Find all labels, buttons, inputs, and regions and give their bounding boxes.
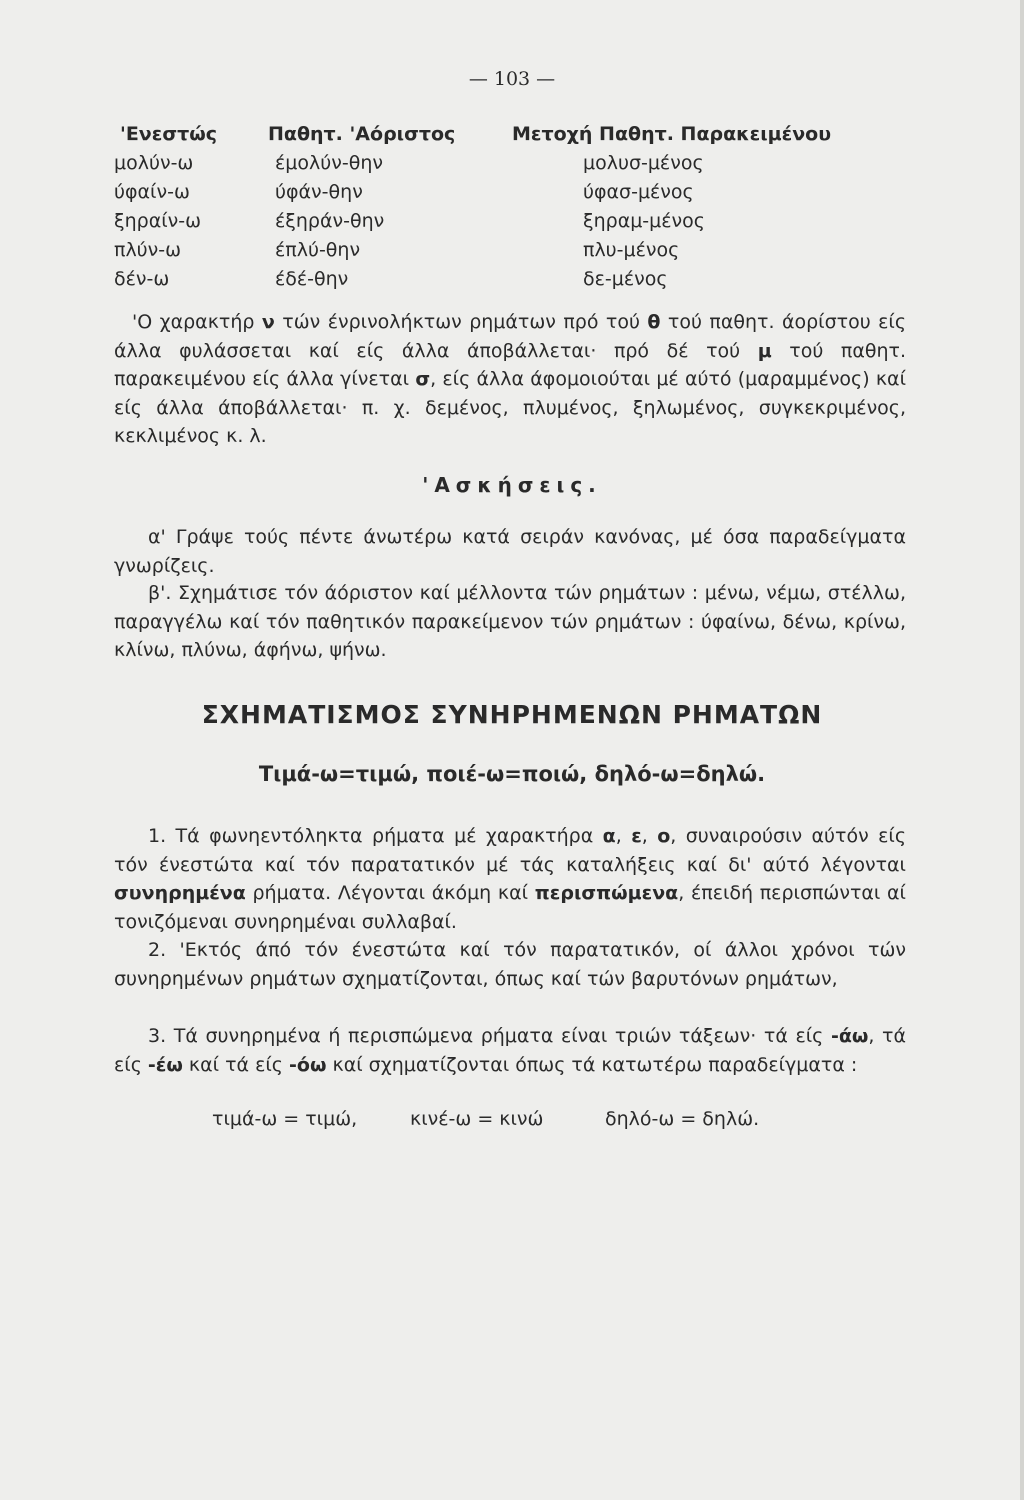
letter-omicron: ο [657,825,671,847]
table-cell: ξηραίν-ω [114,210,202,232]
paragraph-2: 2. 'Εκτός άπό τόν ένεστώτα καί τόν παρατατικόν, οί άλλοι χρόνοι τών συνηρημένων ρημάτων σχηματίζονται, όπως καί τών βαρυτόνων ρημάτων, [114,939,906,990]
paragraph-3 [114,1022,906,1079]
note-text: τού παθητ. παρακειμένου είς άλλα γίνεται [114,339,906,390]
note-text: τών ένρινολήκτων ρημάτων πρό τού [274,311,648,333]
exercises-heading: 'Ασκήσεις. [422,473,602,497]
table-cell: έμολύν-θην [275,152,383,174]
table-cell: έδέ-θην [275,268,349,290]
note-letter-theta: θ [647,311,661,333]
letter-alpha: α [602,825,616,847]
formula-dilo: δηλό-ω = δηλώ. [605,1108,760,1130]
note-text: τού παθητ. άορίστου είς άλλα φυλάσσεται καί είς άλλα άποβάλλεται· πρό δέ τού [114,311,906,362]
term-synerimena: συνηρημένα [114,882,246,904]
exercise-b: β'. Σχημάτισε τόν άόριστον καί μέλλοντα τών ρημάτων : μένω, νέμω, στέλλω, παραγγέλω καί τόν παθητικόν παρακείμενον τών ρημάτων : ύφαίνω, δένω, κρίνω, κλίνω, πλύνω, άφήνω, ψήνω. [114,582,906,661]
letter-epsilon: ε [631,825,642,847]
note-letter-mu: μ [757,339,772,362]
table-cell: ύφαίν-ω [114,181,190,203]
table-cell: έπλύ-θην [275,239,361,261]
table-cell: ξηραμ-μένος [583,210,705,232]
table-cell: πλύν-ω [114,239,182,261]
note-letter-sigma: σ [415,368,431,390]
ending-ao: -άω [830,1025,869,1047]
paragraph-text: , έπειδή περισπώνται αί τονιζόμεναι συνηρημέναι συλλαβαί. [114,882,906,933]
table-cell: έξηράν-θην [275,210,385,232]
section-title: ΣΧΗΜΑΤΙΣΜΟΣ ΣΥΝΗΡΗΜΕΝΩΝ ΡΗΜΑΤΩΝ [201,700,823,729]
paragraph-text: , [615,825,632,847]
table-cell: μολυσ-μένος [583,152,704,174]
paragraph-text: 3. Τά συνηρημένα ή περισπώμενα ρήματα είναι τριών τάξεων· τά είς [148,1025,831,1047]
formula-kino: κινέ-ω = κινώ [410,1108,544,1130]
table-cell: δέν-ω [114,268,170,290]
table-cell: ύφασ-μένος [583,181,694,203]
ending-oo: -όω [289,1053,327,1076]
note-text: 'Ο χαρακτήρ [132,311,262,333]
character-note [114,308,906,451]
table-cell: πλυ-μένος [583,239,680,261]
table-header-present: 'Ενεστώς [120,123,218,145]
paragraph-text: καί σχηματίζονται όπως τά κατωτέρω παραδείγματα : [326,1053,858,1076]
paragraph-text: , τά είς [114,1025,906,1076]
ending-eo: -έω [147,1053,183,1076]
table-cell: δε-μένος [583,268,668,290]
section-subtitle: Τιμά-ω=τιμώ, ποιέ-ω=ποιώ, δηλό-ω=δηλώ. [258,762,766,786]
note-text: , είς άλλα άφομοιούται μέ αύτό (μαραμμένος) καί είς άλλα άποβάλλεται· π. χ. δεμένος, πλυμένος, ξηλωμένος, συγκεκριμένος, κεκλιμένος κ. λ. [114,368,907,447]
table-header-aorist: Παθητ. 'Αόριστος [268,123,456,145]
table-cell: μολύν-ω [114,152,194,174]
note-letter-v: ν [261,311,275,333]
page-number: — 103 — [468,68,556,90]
paragraph-text: , [641,825,658,847]
formula-timo: τιμά-ω = τιμώ, [212,1108,358,1130]
paragraph-text: ρήματα. Λέγονται άκόμη καί [245,882,535,904]
term-perispomena: περισπώμενα [534,882,679,904]
exercise-a: α' Γράψε τούς πέντε άνωτέρω κατά σειράν κανόνας, μέ όσα παραδείγματα γνωρίζεις. [114,526,906,577]
paragraph-text: 1. Τά φωνηεντόληκτα ρήματα μέ χαρακτήρα [148,825,603,847]
table-cell: ύφάν-θην [275,181,363,203]
table-header-participle: Μετοχή Παθητ. Παρακειμένου [512,123,832,145]
paragraph-1 [114,822,906,936]
page-edge [1020,0,1024,1500]
paragraph-text: καί τά είς [182,1053,289,1076]
paragraph-text: , συναιρούσιν αύτόν είς τόν ένεστώτα καί τόν παρατατικόν μέ τάς καταλήξεις καί δι' αύτό λέγονται [114,825,906,876]
